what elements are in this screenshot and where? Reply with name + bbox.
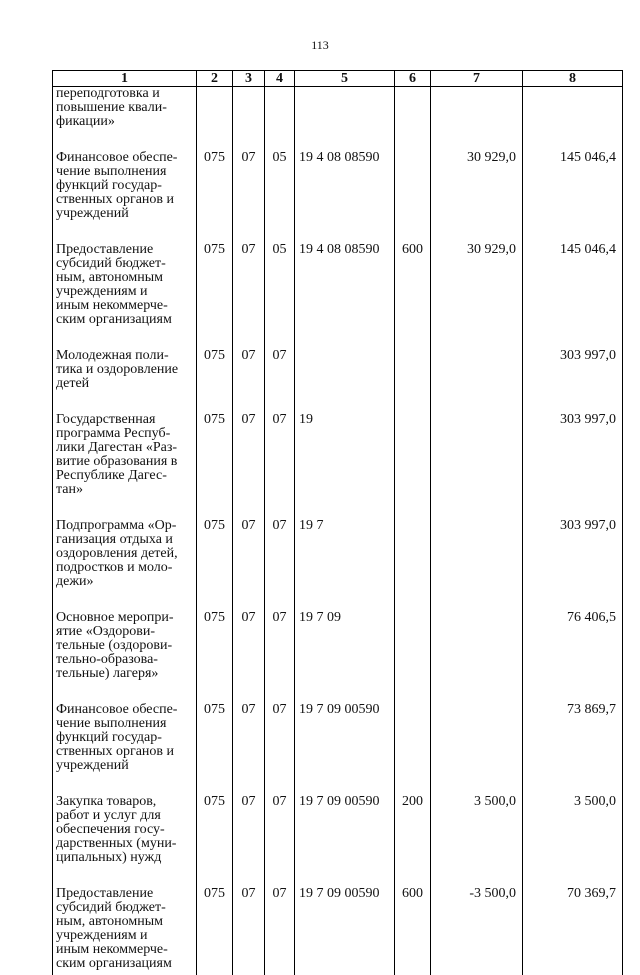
header-col-2: 2 bbox=[197, 71, 233, 87]
row-name-line: лики Дагестан «Раз- bbox=[56, 441, 194, 455]
cell-c5: 19 7 09 00590 bbox=[295, 865, 395, 971]
cell-c7: 3 500,0 bbox=[431, 773, 523, 865]
cell-c3: 07 bbox=[233, 681, 265, 773]
row-name-line: ским организациям bbox=[56, 313, 194, 327]
header-col-8: 8 bbox=[523, 71, 623, 87]
cell-c5: 19 4 08 08590 bbox=[295, 129, 395, 221]
cell-c6: 200 bbox=[395, 773, 431, 865]
row-name-line: тан» bbox=[56, 483, 194, 497]
row-name-line: оздоровления детей, bbox=[56, 547, 194, 561]
row-name-line: Молодежная поли- bbox=[56, 349, 194, 363]
cell-c7 bbox=[431, 87, 523, 130]
table-row bbox=[53, 221, 623, 327]
cell-c3: 07 bbox=[233, 497, 265, 589]
cell-c6: 600 bbox=[395, 865, 431, 971]
cell-c8: 70 369,7 bbox=[523, 865, 623, 971]
cell-c7 bbox=[431, 391, 523, 497]
header-col-3: 3 bbox=[233, 71, 265, 87]
row-name-line: Закупка товаров, bbox=[56, 795, 194, 809]
cell-c3: 07 bbox=[233, 327, 265, 391]
filler-cell bbox=[233, 971, 265, 975]
table-row bbox=[53, 497, 623, 589]
cell-c4: 07 bbox=[265, 773, 295, 865]
cell-c7 bbox=[431, 497, 523, 589]
row-name-line: иным некоммерче- bbox=[56, 299, 194, 313]
filler-cell bbox=[197, 971, 233, 975]
row-name-line: тельные) лагеря» bbox=[56, 667, 194, 681]
cell-c8: 73 869,7 bbox=[523, 681, 623, 773]
cell-c6 bbox=[395, 87, 431, 130]
row-name-cell bbox=[53, 129, 197, 221]
row-name-line: переподготовка и bbox=[56, 87, 194, 101]
row-name-line: Основное меропри- bbox=[56, 611, 194, 625]
row-name-cell bbox=[53, 589, 197, 681]
cell-c2: 075 bbox=[197, 865, 233, 971]
table-row bbox=[53, 773, 623, 865]
cell-c2: 075 bbox=[197, 589, 233, 681]
cell-c5: 19 7 bbox=[295, 497, 395, 589]
cell-c6 bbox=[395, 589, 431, 681]
row-name-line: тельно-образова- bbox=[56, 653, 194, 667]
row-name-line: функций государ- bbox=[56, 179, 194, 193]
cell-c6 bbox=[395, 327, 431, 391]
cell-c6 bbox=[395, 391, 431, 497]
cell-c2: 075 bbox=[197, 221, 233, 327]
header-col-4: 4 bbox=[265, 71, 295, 87]
row-name-line: Финансовое обеспе- bbox=[56, 703, 194, 717]
filler-cell bbox=[265, 971, 295, 975]
budget-table bbox=[52, 70, 623, 975]
row-name-line: ятие «Оздорови- bbox=[56, 625, 194, 639]
row-name-line: Подпрограмма «Ор- bbox=[56, 519, 194, 533]
cell-c3: 07 bbox=[233, 865, 265, 971]
cell-c3: 07 bbox=[233, 129, 265, 221]
cell-c5: 19 7 09 00590 bbox=[295, 773, 395, 865]
header-row bbox=[53, 71, 623, 87]
table-row bbox=[53, 865, 623, 971]
cell-c7 bbox=[431, 681, 523, 773]
cell-c3: 07 bbox=[233, 221, 265, 327]
cell-c5: 19 7 09 00590 bbox=[295, 681, 395, 773]
cell-c6 bbox=[395, 681, 431, 773]
row-name-line: Финансовое обеспе- bbox=[56, 151, 194, 165]
cell-c5 bbox=[295, 87, 395, 130]
cell-c3: 07 bbox=[233, 391, 265, 497]
row-name-line: иным некоммерче- bbox=[56, 943, 194, 957]
filler-cell bbox=[53, 971, 197, 975]
row-name-line: Государственная bbox=[56, 413, 194, 427]
row-name-line: учреждений bbox=[56, 759, 194, 773]
table-bottom-filler bbox=[53, 971, 623, 975]
row-name-line: ственных органов и bbox=[56, 745, 194, 759]
cell-c5 bbox=[295, 327, 395, 391]
row-name-cell bbox=[53, 865, 197, 971]
cell-c7: -3 500,0 bbox=[431, 865, 523, 971]
row-name-line: детей bbox=[56, 377, 194, 391]
cell-c3: 07 bbox=[233, 589, 265, 681]
cell-c8: 3 500,0 bbox=[523, 773, 623, 865]
row-name-line: ным, автономным bbox=[56, 915, 194, 929]
cell-c6 bbox=[395, 129, 431, 221]
row-name-line: ципальных) нужд bbox=[56, 851, 194, 865]
cell-c4: 07 bbox=[265, 497, 295, 589]
filler-cell bbox=[523, 971, 623, 975]
row-name-line: тика и оздоровление bbox=[56, 363, 194, 377]
row-name-cell bbox=[53, 87, 197, 130]
cell-c7 bbox=[431, 589, 523, 681]
row-name-line: подростков и моло- bbox=[56, 561, 194, 575]
header-col-6: 6 bbox=[395, 71, 431, 87]
cell-c4: 07 bbox=[265, 681, 295, 773]
row-name-line: фикации» bbox=[56, 115, 194, 129]
row-name-cell bbox=[53, 773, 197, 865]
row-name-line: субсидий бюджет- bbox=[56, 257, 194, 271]
table-row bbox=[53, 327, 623, 391]
cell-c7: 30 929,0 bbox=[431, 221, 523, 327]
cell-c4: 07 bbox=[265, 327, 295, 391]
cell-c2: 075 bbox=[197, 129, 233, 221]
cell-c3: 07 bbox=[233, 773, 265, 865]
header-col-5: 5 bbox=[295, 71, 395, 87]
cell-c2 bbox=[197, 87, 233, 130]
filler-cell bbox=[295, 971, 395, 975]
cell-c2: 075 bbox=[197, 391, 233, 497]
cell-c6 bbox=[395, 497, 431, 589]
row-name-line: учреждениям и bbox=[56, 929, 194, 943]
budget-table-container bbox=[52, 70, 622, 975]
row-name-line: учреждениям и bbox=[56, 285, 194, 299]
cell-c7 bbox=[431, 327, 523, 391]
row-name-line: чение выполнения bbox=[56, 165, 194, 179]
cell-c5: 19 bbox=[295, 391, 395, 497]
row-name-line: витие образования в bbox=[56, 455, 194, 469]
table-body bbox=[53, 87, 623, 975]
cell-c8: 145 046,4 bbox=[523, 221, 623, 327]
row-name-line: обеспечения госу- bbox=[56, 823, 194, 837]
cell-c4: 05 bbox=[265, 221, 295, 327]
row-name-line: программа Респуб- bbox=[56, 427, 194, 441]
row-name-line: Предоставление bbox=[56, 887, 194, 901]
page-number: 113 bbox=[0, 38, 640, 53]
row-name-cell bbox=[53, 221, 197, 327]
cell-c5: 19 7 09 bbox=[295, 589, 395, 681]
cell-c8: 145 046,4 bbox=[523, 129, 623, 221]
header-col-1: 1 bbox=[53, 71, 197, 87]
row-name-line: ским организациям bbox=[56, 957, 194, 971]
row-name-cell bbox=[53, 391, 197, 497]
table-row bbox=[53, 589, 623, 681]
row-name-line: чение выполнения bbox=[56, 717, 194, 731]
row-name-line: работ и услуг для bbox=[56, 809, 194, 823]
row-name-line: ганизация отдыха и bbox=[56, 533, 194, 547]
row-name-line: ственных органов и bbox=[56, 193, 194, 207]
cell-c8: 76 406,5 bbox=[523, 589, 623, 681]
row-name-cell bbox=[53, 681, 197, 773]
row-name-line: дежи» bbox=[56, 575, 194, 589]
row-name-line: Предоставление bbox=[56, 243, 194, 257]
cell-c7: 30 929,0 bbox=[431, 129, 523, 221]
row-name-cell bbox=[53, 327, 197, 391]
row-name-cell bbox=[53, 497, 197, 589]
cell-c2: 075 bbox=[197, 327, 233, 391]
filler-cell bbox=[395, 971, 431, 975]
cell-c6: 600 bbox=[395, 221, 431, 327]
table-row bbox=[53, 681, 623, 773]
cell-c4: 07 bbox=[265, 391, 295, 497]
header-col-7: 7 bbox=[431, 71, 523, 87]
cell-c8: 303 997,0 bbox=[523, 327, 623, 391]
row-name-line: учреждений bbox=[56, 207, 194, 221]
row-name-line: Республике Дагес- bbox=[56, 469, 194, 483]
row-name-line: ным, автономным bbox=[56, 271, 194, 285]
filler-cell bbox=[431, 971, 523, 975]
cell-c2: 075 bbox=[197, 681, 233, 773]
cell-c4 bbox=[265, 87, 295, 130]
row-name-line: повышение квали- bbox=[56, 101, 194, 115]
cell-c8: 303 997,0 bbox=[523, 497, 623, 589]
table-row bbox=[53, 129, 623, 221]
cell-c3 bbox=[233, 87, 265, 130]
cell-c5: 19 4 08 08590 bbox=[295, 221, 395, 327]
row-name-line: тельные (оздорови- bbox=[56, 639, 194, 653]
row-name-line: дарственных (муни- bbox=[56, 837, 194, 851]
row-name-line: функций государ- bbox=[56, 731, 194, 745]
row-name-line: субсидий бюджет- bbox=[56, 901, 194, 915]
cell-c8 bbox=[523, 87, 623, 130]
cell-c4: 05 bbox=[265, 129, 295, 221]
table-row bbox=[53, 87, 623, 130]
cell-c4: 07 bbox=[265, 589, 295, 681]
cell-c2: 075 bbox=[197, 773, 233, 865]
cell-c4: 07 bbox=[265, 865, 295, 971]
cell-c8: 303 997,0 bbox=[523, 391, 623, 497]
cell-c2: 075 bbox=[197, 497, 233, 589]
table-row bbox=[53, 391, 623, 497]
